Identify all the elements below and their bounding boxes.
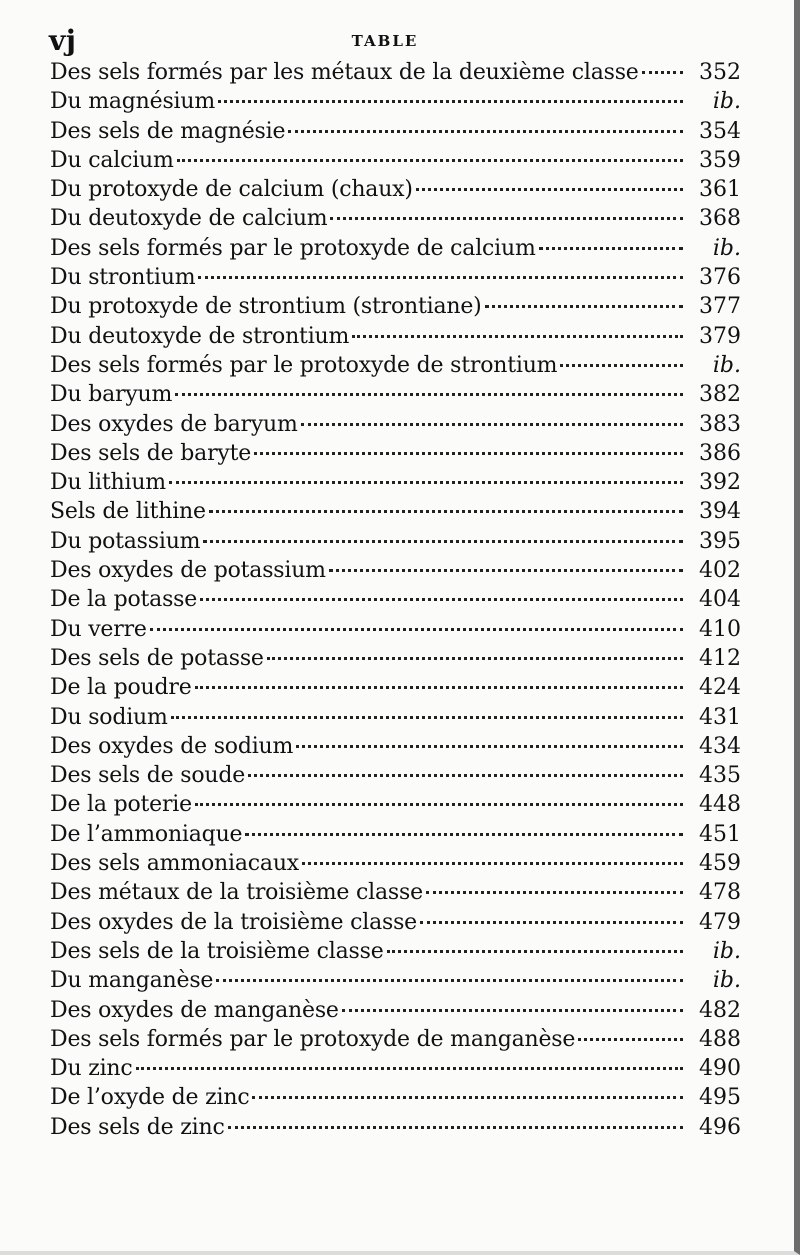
toc-entry-page: ib. — [712, 968, 741, 994]
toc-entry-title: Des sels ammoniacaux — [50, 851, 299, 877]
toc-entry-page: ib. — [712, 89, 741, 115]
dot-leader — [216, 979, 683, 982]
toc-entry-page: 359 — [699, 147, 741, 173]
dot-leader — [218, 100, 683, 103]
toc-entry — [50, 263, 741, 292]
toc-entry-title: Du deutoxyde de calcium — [50, 206, 328, 232]
toc-entry-page: 361 — [699, 177, 741, 203]
toc-entry — [50, 292, 741, 321]
toc-entry-title: Du baryum — [50, 382, 173, 408]
toc-entry-page: 377 — [699, 294, 741, 320]
toc-entry — [50, 966, 741, 995]
toc-entry-title: De la poterie — [50, 792, 192, 818]
toc-entry — [50, 1083, 741, 1112]
toc-entry-page: 451 — [699, 821, 741, 847]
toc-entry-title: Des sels de magnésie — [50, 118, 286, 144]
dot-leader — [302, 862, 683, 865]
toc-entry-page: ib. — [712, 235, 741, 261]
toc-entry — [50, 322, 741, 351]
dot-leader — [171, 716, 683, 719]
toc-entry-title: Du sodium — [50, 704, 168, 730]
toc-entry — [50, 732, 741, 761]
toc-entry-title: Des oxydes de la troisième classe — [50, 909, 417, 935]
toc-entry-page: 395 — [699, 528, 741, 554]
toc-entry-page: ib. — [712, 938, 741, 964]
toc-entry — [50, 204, 741, 233]
toc-entry — [50, 908, 741, 937]
page-header — [0, 24, 800, 60]
page-number: vj — [49, 24, 77, 57]
toc-entry-page: 435 — [699, 763, 741, 789]
toc-entry — [50, 1025, 741, 1054]
toc-entry — [50, 996, 741, 1025]
toc-entry-page: ib. — [712, 352, 741, 378]
toc-entry-title: Du deutoxyde de strontium — [50, 323, 350, 349]
toc-entry-title: Du potassium — [50, 528, 201, 554]
dot-leader — [578, 1038, 683, 1041]
dot-leader — [169, 481, 683, 484]
dot-leader — [200, 598, 683, 601]
toc-entry-title: Des oxydes de potassium — [50, 558, 326, 584]
toc-entry-page: 368 — [699, 206, 741, 232]
toc-entry-title: Du protoxyde de calcium (chaux) — [50, 177, 413, 203]
dot-leader — [330, 217, 683, 220]
dot-leader — [195, 803, 683, 806]
table-of-contents — [50, 58, 741, 1142]
toc-entry — [50, 175, 741, 204]
toc-entry-title: Des sels formés par le protoxyde de calcium — [50, 235, 536, 261]
toc-entry-title: Des sels de potasse — [50, 645, 264, 671]
toc-entry-page: 431 — [699, 704, 741, 730]
toc-entry-page: 495 — [699, 1085, 741, 1111]
toc-entry — [50, 527, 741, 556]
toc-entry-title: Du manganèse — [50, 968, 214, 994]
toc-entry — [50, 615, 741, 644]
dot-leader — [254, 452, 683, 455]
toc-entry-page: 382 — [699, 382, 741, 408]
toc-entry — [50, 439, 741, 468]
toc-entry-page: 383 — [699, 411, 741, 437]
dot-leader — [245, 833, 683, 836]
toc-entry-page: 394 — [699, 499, 741, 525]
dot-leader — [195, 686, 683, 689]
toc-entry — [50, 849, 741, 878]
dot-leader — [296, 745, 683, 748]
toc-entry-title: Des sels formés par les métaux de la deuxième classe — [50, 60, 639, 85]
dot-leader — [416, 188, 683, 191]
toc-entry — [50, 58, 741, 87]
dot-leader — [248, 774, 683, 777]
toc-entry-page: 386 — [699, 440, 741, 466]
toc-entry-title: Des oxydes de baryum — [50, 411, 298, 437]
dot-leader — [387, 950, 683, 953]
toc-entry-title: Des métaux de la troisième classe — [50, 880, 423, 906]
toc-entry — [50, 820, 741, 849]
toc-entry-page: 496 — [699, 1114, 741, 1140]
dot-leader — [177, 159, 683, 162]
toc-entry-page: 404 — [699, 587, 741, 613]
toc-entry — [50, 117, 741, 146]
dot-leader — [329, 569, 683, 572]
toc-entry-title: Du calcium — [50, 147, 174, 173]
dot-leader — [642, 71, 683, 74]
toc-entry — [50, 1113, 741, 1142]
toc-entry — [50, 380, 741, 409]
toc-entry-title: Des sels de la troisième classe — [50, 938, 384, 964]
toc-entry-title: De l’oxyde de zinc — [50, 1085, 250, 1111]
toc-entry-title: Du strontium — [50, 265, 196, 291]
dot-leader — [485, 305, 683, 308]
toc-entry-title: Des sels de soude — [50, 763, 246, 789]
dot-leader — [301, 423, 683, 426]
dot-leader — [228, 1126, 683, 1129]
toc-entry-page: 424 — [699, 675, 741, 701]
toc-entry-title: De l’ammoniaque — [50, 821, 243, 847]
dot-leader — [203, 540, 683, 543]
toc-entry — [50, 790, 741, 819]
toc-entry-page: 412 — [699, 645, 741, 671]
toc-entry — [50, 234, 741, 263]
toc-entry-page: 478 — [699, 880, 741, 906]
toc-entry-title: Du verre — [50, 616, 147, 642]
toc-entry — [50, 644, 741, 673]
dot-leader — [420, 921, 683, 924]
toc-entry — [50, 87, 741, 116]
running-title: TABLE — [351, 32, 419, 50]
dot-leader — [539, 247, 683, 250]
toc-entry-title: Du protoxyde de strontium (strontiane) — [50, 294, 482, 320]
dot-leader — [288, 130, 683, 133]
toc-entry — [50, 703, 741, 732]
toc-entry — [50, 673, 741, 702]
toc-entry-title: Sels de lithine — [50, 499, 206, 525]
toc-entry — [50, 556, 741, 585]
toc-entry-page: 434 — [699, 733, 741, 759]
toc-entry-page: 352 — [699, 60, 741, 85]
toc-entry — [50, 146, 741, 175]
toc-entry-page: 488 — [699, 1026, 741, 1052]
toc-entry — [50, 1054, 741, 1083]
toc-entry — [50, 351, 741, 380]
dot-leader — [252, 1096, 683, 1099]
toc-entry-page: 354 — [699, 118, 741, 144]
toc-entry-page: 392 — [699, 470, 741, 496]
toc-entry-title: Du magnésium — [50, 89, 216, 115]
toc-entry-title: Des sels formés par le protoxyde de strontium — [50, 352, 558, 378]
toc-entry-page: 479 — [699, 909, 741, 935]
toc-entry-title: Du lithium — [50, 470, 166, 496]
dot-leader — [150, 628, 683, 631]
dot-leader — [560, 364, 683, 367]
dot-leader — [198, 276, 683, 279]
dot-leader — [267, 657, 683, 660]
toc-entry-page: 490 — [699, 1056, 741, 1082]
toc-entry — [50, 761, 741, 790]
toc-entry — [50, 468, 741, 497]
toc-entry-title: Des sels formés par le protoxyde de manganèse — [50, 1026, 576, 1052]
toc-entry-title: De la potasse — [50, 587, 198, 613]
toc-entry-title: Des oxydes de sodium — [50, 733, 294, 759]
dot-leader — [426, 891, 683, 894]
dot-leader — [342, 1009, 683, 1012]
toc-entry-title: Des sels de baryte — [50, 440, 252, 466]
toc-entry — [50, 878, 741, 907]
dot-leader — [136, 1067, 683, 1070]
toc-entry-page: 376 — [699, 265, 741, 291]
toc-entry — [50, 585, 741, 614]
toc-entry-page: 402 — [699, 558, 741, 584]
dot-leader — [209, 510, 683, 513]
dot-leader — [175, 393, 683, 396]
toc-entry — [50, 937, 741, 966]
toc-entry-page: 482 — [699, 997, 741, 1023]
toc-entry-title: Des sels de zinc — [50, 1114, 225, 1140]
toc-entry-page: 410 — [699, 616, 741, 642]
toc-entry-page: 448 — [699, 792, 741, 818]
dot-leader — [352, 335, 683, 338]
toc-entry — [50, 410, 741, 439]
toc-entry-page: 379 — [699, 323, 741, 349]
toc-entry-title: Des oxydes de manganèse — [50, 997, 339, 1023]
toc-entry-title: De la poudre — [50, 675, 192, 701]
toc-entry-title: Du zinc — [50, 1056, 133, 1082]
toc-entry — [50, 497, 741, 526]
toc-entry-page: 459 — [699, 851, 741, 877]
